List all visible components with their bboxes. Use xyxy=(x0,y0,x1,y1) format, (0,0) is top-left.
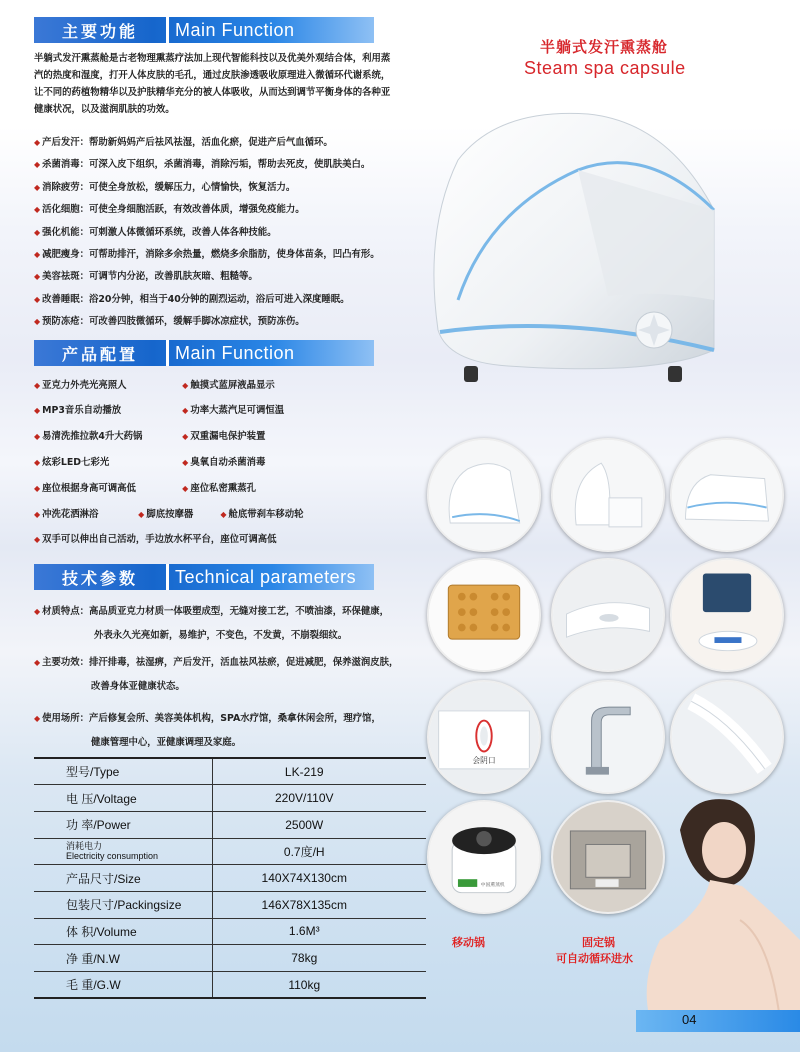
seat-photo xyxy=(551,558,665,672)
spec-row: 净 重/N.W 78kg xyxy=(34,945,426,972)
bullet-diamond-icon: ◆ xyxy=(34,160,41,170)
config-row: ◆ 座位根据身高可调高低 ◆ 座位私密熏蒸孔 xyxy=(34,483,256,494)
config-row: ◆ 亚克力外壳光亮照人 ◆ 触摸式蓝屏液晶显示 xyxy=(34,380,275,391)
function-item: ◆ 强化机能：可刺激人体微循环系统，改善人体各种技能。 xyxy=(34,226,277,238)
spec-row: 型号/Type LK-219 xyxy=(34,758,426,785)
fixed-pot-label: 固定锅 xyxy=(582,936,615,949)
bullet-diamond-icon: ◆ xyxy=(182,406,189,415)
section-title-cn: 主要功能 xyxy=(61,21,138,41)
bullet-diamond-icon: ◆ xyxy=(34,272,41,282)
spec-row: 产品尺寸/Size 140X74X130cm xyxy=(34,865,426,892)
tech-material-line: ◆ 材质特点：高品质亚克力材质一体吸塑成型，无缝对接工艺，不喷油漆，环保健康， xyxy=(34,606,390,617)
auto-water-label: 可自动循环进水 xyxy=(556,952,633,965)
capsule-open-photo xyxy=(551,438,665,552)
bullet-diamond-icon: ◆ xyxy=(34,205,41,215)
section-title-cn: 产品配置 xyxy=(61,344,138,364)
main-function-header xyxy=(34,17,374,43)
mobile-pot-label: 移动锅 xyxy=(452,936,485,949)
tech-effect-line-2: 改善身体亚健康状态。 xyxy=(91,681,185,692)
function-item: ◆ 减肥瘦身：可帮助排汗，消除多余热量，燃烧多余脂肪，使身体苗条，凹凸有形。 xyxy=(34,248,380,260)
function-list xyxy=(34,132,414,334)
config-row: ◆ 炫彩LED七彩光 ◆ 臭氧自动杀菌消毒 xyxy=(34,457,266,468)
section-title-en: Technical parameters xyxy=(175,566,357,587)
product-title-en: Steam spa capsule xyxy=(524,58,686,78)
spec-table xyxy=(34,757,426,999)
tech-usage-line-2: 健康管理中心，亚健康调理及家庭。 xyxy=(91,737,242,748)
touch-panel-photo xyxy=(670,558,784,672)
bullet-diamond-icon: ◆ xyxy=(182,484,189,493)
pot-brand-label: 中国熏蒸机 xyxy=(480,882,505,888)
section-title-en: Main Function xyxy=(175,19,295,40)
bullet-diamond-icon: ◆ xyxy=(34,227,41,237)
function-item: ◆ 美容祛斑：可调节内分泌，改善肌肤灰暗、粗糙等。 xyxy=(34,271,258,283)
spec-row: 毛 重/G.W 110kg xyxy=(34,972,426,999)
bullet-diamond-icon: ◆ xyxy=(34,138,41,147)
bullet-diamond-icon: ◆ xyxy=(182,458,189,467)
bullet-diamond-icon: ◆ xyxy=(34,432,41,441)
page-number-bar xyxy=(636,1010,800,1032)
bullet-diamond-icon: ◆ xyxy=(182,432,189,441)
config-row: ◆ 冲洗花洒淋浴 ◆ 脚底按摩器 ◆ 舱底带刹车移动轮 xyxy=(34,509,304,520)
tech-effect-line: ◆ 主要功效：排汗排毒，祛湿痹，产后发汗，活血祛风祛瘀，促进减肥，保养滋润皮肤， xyxy=(34,657,399,668)
bullet-diamond-icon: ◆ xyxy=(182,381,189,390)
bullet-diamond-icon: ◆ xyxy=(34,510,41,519)
mobile-pot-photo xyxy=(427,800,541,914)
page-number: 04 xyxy=(682,1012,697,1027)
spec-row: 电 压/Voltage 220V/110V xyxy=(34,785,426,812)
function-item: ◆ 改善睡眠：浴20分钟，相当于40分钟的剧烈运动，浴后可进入深度睡眠。 xyxy=(34,293,350,305)
bullet-diamond-icon: ◆ xyxy=(34,535,41,544)
bullet-diamond-icon: ◆ xyxy=(34,658,41,667)
bullet-diamond-icon: ◆ xyxy=(138,510,145,519)
spec-row: 包装尺寸/Packingsize 146X78X135cm xyxy=(34,891,426,918)
tech-header xyxy=(34,564,374,590)
bullet-diamond-icon: ◆ xyxy=(34,458,41,467)
bullet-diamond-icon: ◆ xyxy=(220,510,227,519)
product-title-cn: 半躺式发汗熏蒸舱 xyxy=(540,38,669,56)
section-title-en: Main Function xyxy=(175,342,295,363)
function-item: ◆ 活化细胞：可使全身细胞活跃，有效改善体质，增强免疫能力。 xyxy=(34,204,305,216)
spec-row: 功 率/Power 2500W xyxy=(34,811,426,838)
function-item: ◆ 产后发汗：帮助新妈妈产后祛风祛湿，活血化瘀，促进产后气血循环。 xyxy=(34,137,333,148)
foot-massager-photo xyxy=(427,558,541,672)
bullet-diamond-icon: ◆ xyxy=(34,714,41,723)
capsule-closed-photo xyxy=(427,438,541,552)
tech-material-line-2: 外表永久光亮如新，易维护，不变色，不发黄，不崩裂细纹。 xyxy=(94,630,348,641)
spec-row: 消耗电力 Electricity consumption 0.7度/H xyxy=(34,838,426,865)
intro-paragraph: 半躺式发汗熏蒸舱是古老物理熏蒸疗法加上现代智能科技以及优美外观结合体，利用蒸汽的热度和湿度，打开人体皮肤的毛孔，通过皮肤渗透吸收原理进入微循环代谢系统，让不同的药植物精华以及护肤精华充分的被人体吸收，从而达到调节平衡身体的各种亚健康状况，以及滋润肌肤的功效。 xyxy=(34,53,391,115)
bullet-diamond-icon: ◆ xyxy=(34,406,41,415)
config-row: ◆ 双手可以伸出自己活动，手边放水杯平台，座位可调高低 xyxy=(34,534,277,545)
steam-capsule-image xyxy=(418,100,734,400)
config-row: ◆ 易清洗推拉款4升大药锅 ◆ 双重漏电保护装置 xyxy=(34,431,266,442)
bullet-diamond-icon: ◆ xyxy=(34,607,41,616)
shower-faucet-photo xyxy=(551,680,665,794)
vent-label: 会阴口 xyxy=(472,756,496,766)
model-photo xyxy=(620,790,800,1020)
tech-usage-line: ◆ 使用场所：产后修复会所、美容美体机构，SPA水疗馆，桑拿休闲会所，理疗馆， xyxy=(34,713,381,724)
function-item: ◆ 预防冻疮：可改善四肢微循环，缓解手脚冰凉症状，预防冻伤。 xyxy=(34,316,305,328)
bullet-diamond-icon: ◆ xyxy=(34,249,41,259)
section-title-cn: 技术参数 xyxy=(61,568,138,588)
armrest-photo xyxy=(670,680,784,794)
bullet-diamond-icon: ◆ xyxy=(34,294,41,304)
bullet-diamond-icon: ◆ xyxy=(34,182,41,192)
bullet-diamond-icon: ◆ xyxy=(34,484,41,493)
capsule-side-photo xyxy=(670,438,784,552)
function-item: ◆ 杀菌消毒：可深入皮下组织，杀菌消毒，消除污垢，帮助去死皮，使肌肤美白。 xyxy=(34,159,371,171)
config-header xyxy=(34,340,374,366)
tech-text xyxy=(34,600,434,755)
config-row: ◆ MP3音乐自动播放 ◆ 功率大蒸汽足可调恒温 xyxy=(34,405,285,416)
spec-row: 体 积/Volume 1.6M³ xyxy=(34,918,426,945)
bullet-diamond-icon: ◆ xyxy=(34,317,41,327)
function-item: ◆ 消除疲劳：可使全身放松，缓解压力，心情愉快，恢复活力。 xyxy=(34,181,296,193)
bullet-diamond-icon: ◆ xyxy=(34,381,41,390)
vent-opening-photo xyxy=(427,680,541,794)
